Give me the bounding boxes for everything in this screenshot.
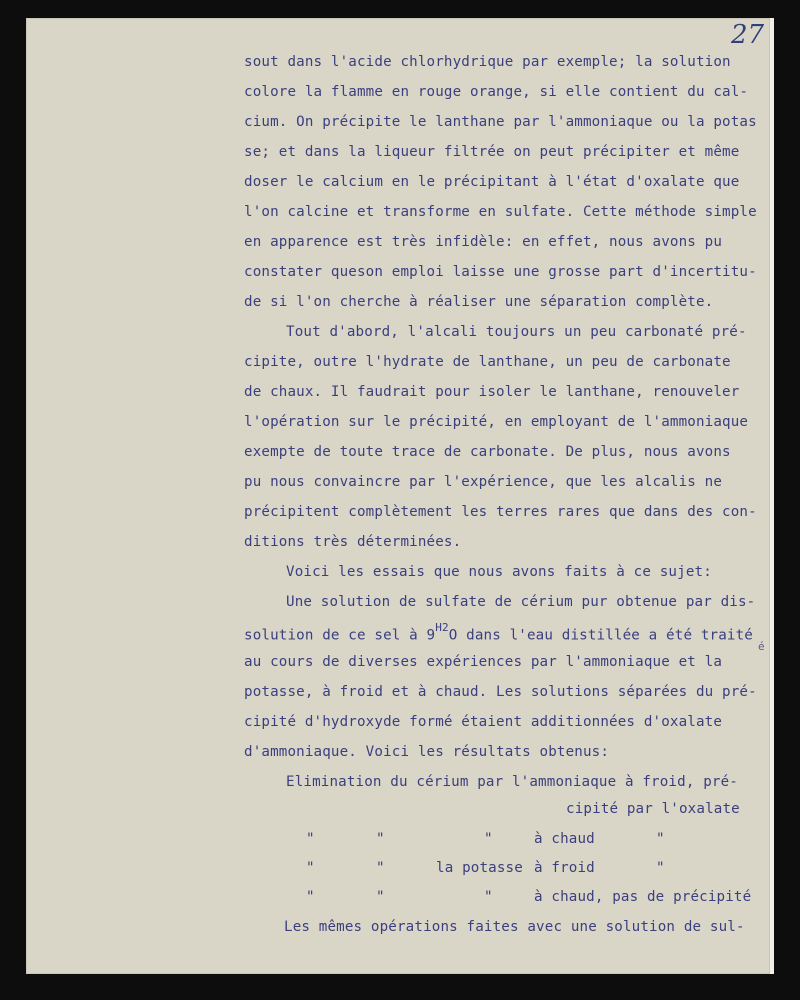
text-line: Une solution de sulfate de cérium pur obtenue par dis- [286,594,756,610]
ditto-mark: " [484,889,493,905]
text-line: exempte de toute trace de carbonate. De plus, nous avons [244,444,731,460]
ditto-mark: " [306,889,315,905]
text-line: cipité par l'oxalate [566,801,740,817]
text-line: constater queson emploi laisse une grosse part d'incertitu- [244,264,757,280]
text-line: l'on calcine et transforme en sulfate. Cette méthode simple [244,204,757,220]
text-line: précipitent complètement les terres rares que dans des con- [244,504,757,520]
line-start: solution de ce sel à 9 [244,627,436,644]
typed-text-body [26,18,770,935]
ditto-mark: " [484,831,493,847]
text-line: se; et dans la liqueur filtrée on peut précipiter et même [244,144,740,160]
text-line-with-superscript [244,621,753,644]
ditto-mark: " [376,889,385,905]
text-line: potasse, à froid et à chaud. Les solutions séparées du pré- [244,684,757,700]
text-line: d'ammoniaque. Voici les résultats obtenus: [244,744,610,760]
ditto-mark: " [656,831,665,847]
ditto-mark: " [306,831,315,847]
ditto-mark: " [306,860,315,876]
ditto-mark: " [656,860,665,876]
text-line: pu nous convaincre par l'expérience, que les alcalis ne [244,474,723,490]
ditto-mark: " [376,831,385,847]
text-line: en apparence est très infidèle: en effet, nous avons pu [244,234,723,250]
text-line: cium. On précipite le lanthane par l'ammoniaque ou la potas [244,114,757,130]
text-line: sout dans l'acide chlorhydrique par exemple; la solution [244,54,731,70]
table-cell: à chaud [534,831,595,847]
text-line: l'opération sur le précipité, en employant de l'ammoniaque [244,414,749,430]
text-line: Voici les essais que nous avons faits à ce sujet: [286,564,712,580]
line-end: O dans l'eau distillée a été traité [448,627,753,644]
text-line: ditions très déterminées. [244,534,462,550]
text-line: cipité d'hydroxyde formé étaient additionnées d'oxalate [244,714,723,730]
text-line: Elimination du cérium par l'ammoniaque à froid, pré- [286,774,738,790]
text-line: colore la flamme en rouge orange, si elle contient du cal- [244,84,749,100]
page-number: 27 [731,20,765,50]
text-line: de si l'on cherche à réaliser une séparation complète. [244,294,714,310]
text-line: Les mêmes opérations faites avec une solution de sul- [284,919,745,935]
text-line: Tout d'abord, l'alcali toujours un peu carbonaté pré- [286,324,747,340]
ditto-mark: " [376,860,385,876]
document-page [26,18,770,974]
text-line: doser le calcium en le précipitant à l'état d'oxalate que [244,174,740,190]
table-cell: à chaud, pas de précipité [534,889,752,905]
margin-correction: é [758,640,765,653]
text-line: de chaux. Il faudrait pour isoler le lanthane, renouveler [244,384,740,400]
text-line: cipite, outre l'hydrate de lanthane, un peu de carbonate [244,354,731,370]
text-line: au cours de diverses expériences par l'ammoniaque et la [244,654,723,670]
table-cell: la potasse [436,860,523,876]
table-cell: à froid [534,860,595,876]
superscript: H2 [435,621,449,634]
